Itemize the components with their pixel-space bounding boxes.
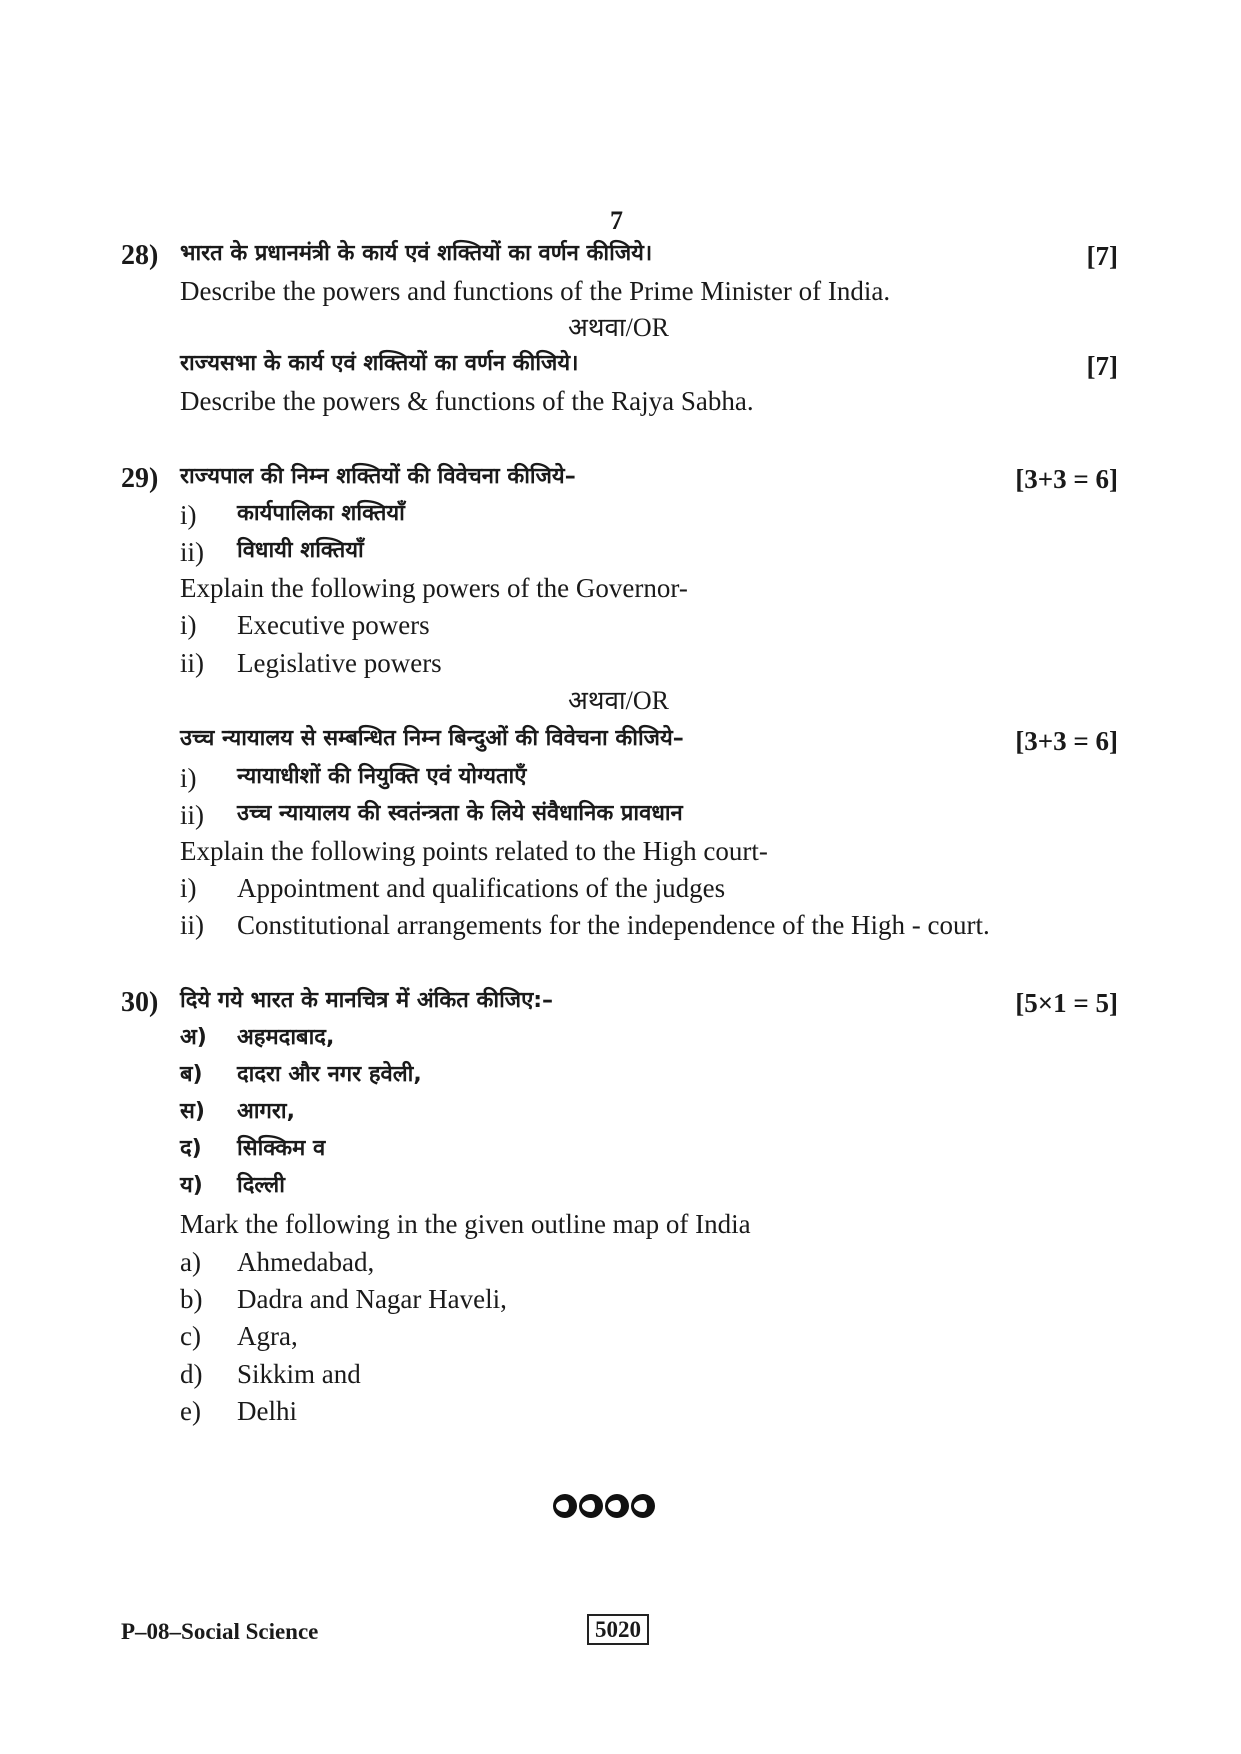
question-number: 30) xyxy=(121,987,159,1018)
list-item-text: Ahmedabad, xyxy=(237,1247,375,1277)
question-text-english: Describe the powers and functions of the Prime Minister of India. xyxy=(180,276,891,306)
list-item-label: i) xyxy=(180,500,197,530)
list-item-text: दिल्ली xyxy=(237,1173,285,1198)
list-item-text: Sikkim and xyxy=(237,1359,361,1389)
list-item-text: कार्यपालिका शक्तियाँ xyxy=(237,501,405,526)
list-item-text: अहमदाबाद, xyxy=(237,1025,335,1050)
list-item-text: Constitutional arrangements for the independence of the High - court. xyxy=(237,910,990,940)
list-item-text: विधायी शक्तियाँ xyxy=(237,538,364,563)
question-marks: [7] xyxy=(1086,241,1118,271)
list-item-text: दादरा और नगर हवेली, xyxy=(237,1062,422,1087)
list-item-label: i) xyxy=(180,763,197,793)
list-item-label: i) xyxy=(180,873,197,903)
question-number: 28) xyxy=(121,240,159,271)
alt-question-text-english: Describe the powers & functions of the Rajya Sabha. xyxy=(180,386,754,416)
list-item-text: Dadra and Nagar Haveli, xyxy=(237,1284,507,1314)
list-item-label: द) xyxy=(180,1136,202,1161)
question-text-english: Mark the following in the given outline map of India xyxy=(180,1209,751,1239)
or-separator: अथवा/OR xyxy=(568,686,670,715)
list-item-label: i) xyxy=(180,610,197,640)
list-item-label: ii) xyxy=(180,537,204,567)
alt-question-marks: [3+3 = 6] xyxy=(1015,726,1118,756)
question-text-hindi: भारत के प्रधानमंत्री के कार्य एवं शक्तियों का वर्णन कीजिये। xyxy=(180,241,653,266)
alt-question-text-hindi: उच्च न्यायालय से सम्बन्धित निम्न बिन्दुओं की विवेचना कीजिये– xyxy=(180,726,684,751)
list-item-label: ii) xyxy=(180,800,204,830)
list-item-text: आगरा, xyxy=(237,1099,295,1124)
list-item-label: ब) xyxy=(180,1062,203,1087)
list-item-text: न्यायाधीशों की नियुक्ति एवं योग्यताएँ xyxy=(237,764,527,789)
list-item-text: Delhi xyxy=(237,1396,297,1426)
end-ornament-icon xyxy=(553,1494,655,1518)
list-item-label: d) xyxy=(180,1359,203,1389)
list-item-label: b) xyxy=(180,1284,203,1314)
list-item-text: Agra, xyxy=(237,1321,298,1351)
list-item-label: a) xyxy=(180,1247,201,1277)
alt-question-marks: [7] xyxy=(1086,351,1118,381)
question-text-english: Explain the following powers of the Governor- xyxy=(180,573,688,603)
list-item-text: उच्च न्यायालय की स्वतंन्त्रता के लिये संवैधानिक प्रावधान xyxy=(237,801,683,826)
paper-code-box: 5020 xyxy=(587,1614,649,1645)
list-item-label: e) xyxy=(180,1396,201,1426)
list-item-text: Legislative powers xyxy=(237,648,442,678)
list-item-label: स) xyxy=(180,1099,205,1124)
list-item-text: Appointment and qualifications of the judges xyxy=(237,873,726,903)
list-item-label: ii) xyxy=(180,648,204,678)
question-text-hindi: राज्यपाल की निम्न शक्तियों की विवेचना कीजिये– xyxy=(180,464,576,489)
question-text-hindi: दिये गये भारत के मानचित्र में अंकित कीजिए:– xyxy=(180,988,554,1013)
list-item-label: c) xyxy=(180,1321,201,1351)
list-item-label: ii) xyxy=(180,910,204,940)
list-item-text: Executive powers xyxy=(237,610,430,640)
list-item-text: सिक्किम व xyxy=(237,1136,326,1161)
question-marks: [5×1 = 5] xyxy=(1015,988,1118,1018)
alt-question-text-hindi: राज्यसभा के कार्य एवं शक्तियों का वर्णन कीजिये। xyxy=(180,351,579,376)
footer-subject: P–08–Social Science xyxy=(121,1619,319,1644)
alt-question-text-english: Explain the following points related to the High court- xyxy=(180,836,768,866)
or-separator: अथवा/OR xyxy=(568,313,670,342)
question-marks: [3+3 = 6] xyxy=(1015,464,1118,494)
question-number: 29) xyxy=(121,463,159,494)
list-item-label: य) xyxy=(180,1173,203,1198)
page-number: 7 xyxy=(610,206,623,235)
list-item-label: अ) xyxy=(180,1025,207,1050)
